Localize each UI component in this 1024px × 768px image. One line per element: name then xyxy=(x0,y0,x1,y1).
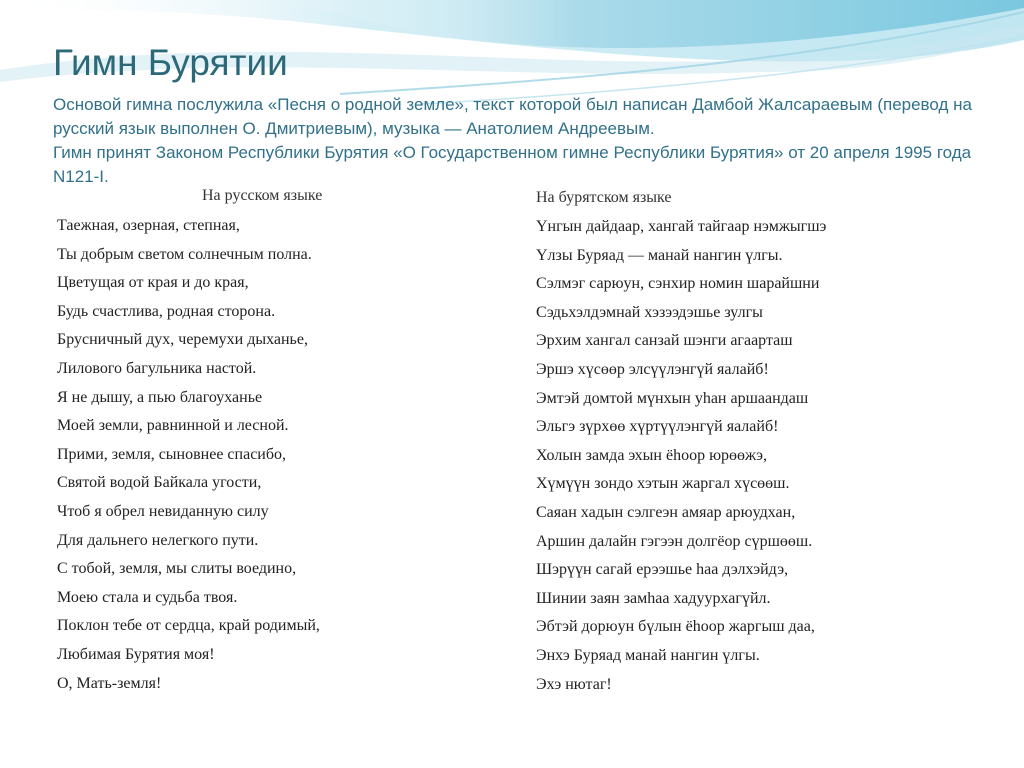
lyric-line: Поклон тебе от сердца, край родимый, xyxy=(57,617,320,635)
intro-paragraph-law: Гимн принят Законом Республики Бурятия «О Государственном гимне Республики Бурятия» от 20 апреля 1995 года N121-I. xyxy=(53,143,972,186)
lyric-line: Сэдьхэлдэмнай хэзээдэшье зулгы xyxy=(536,303,763,321)
russian-lyrics xyxy=(57,212,320,698)
buryat-lyrics xyxy=(536,213,826,699)
slide-title: Гимн Бурятии xyxy=(53,42,288,83)
lyric-line: Шэрүүн сагай ерээшье һаа дэлхэйдэ, xyxy=(536,561,789,579)
lyric-line: О, Мать-земля! xyxy=(57,674,162,692)
lyric-line: Эмтэй домтой мүнхын уһан аршаандаш xyxy=(536,389,809,407)
lyric-line: С тобой, земля, мы слиты воедино, xyxy=(57,560,297,578)
lyric-line: Таежная, озерная, степная, xyxy=(57,217,240,234)
lyric-line: Холын замда эхын ёһоор юрөөжэ, xyxy=(536,446,767,464)
lyric-line: Аршин далайн гэгээн долгёор сүршөөш. xyxy=(536,532,813,550)
intro-paragraph-origin: Основой гимна послужила «Песня о родной земле», текст которой был написан Дамбой Жалсараевым (перевод на русский язык выполнен О. Дмитриевым), музыка — Анатолием Андреевым. xyxy=(53,95,972,138)
lyric-line: Сэлмэг сарюун, сэнхир номин шарайшни xyxy=(536,275,820,293)
lyric-line: Эрхим хангал санзай шэнги агаарташ xyxy=(536,332,793,350)
lyric-line: Саяан хадын сэлгеэн амяар арюудхан, xyxy=(536,503,796,521)
lyric-line: Прими, земля, сыновнее спасибо, xyxy=(57,445,286,463)
lyric-line: Лилового багульника настой. xyxy=(57,359,257,377)
lyric-line: Эршэ хүсөөр элсүүлэнгүй яалайб! xyxy=(536,360,769,378)
lyric-line: Брусничный дух, черемухи дыханье, xyxy=(57,331,308,349)
lyric-line: Чтоб я обрел невиданную силу xyxy=(57,502,269,520)
lyric-line: Я не дышу, а пью благоуханье xyxy=(57,388,263,406)
lyric-line: Моею стала и судьба твоя. xyxy=(57,588,238,606)
lyric-line: Эльгэ зүрхөө хүртүүлэнгүй яалайб! xyxy=(536,418,779,436)
russian-column-heading: На русском языке xyxy=(202,187,323,204)
lyric-line: Шинии заян замһаа хадуурхагүйл. xyxy=(536,589,771,607)
lyric-line: Эбтэй дорюун бүлын ёһоор жаргыш даа, xyxy=(536,618,815,636)
intro-text xyxy=(53,93,993,189)
lyric-line: Будь счастлива, родная сторона. xyxy=(57,302,276,320)
lyric-line: Энхэ Буряад манай нангин үлгы. xyxy=(536,646,760,664)
lyric-line: Для дальнего нелегкого пути. xyxy=(57,531,259,549)
lyric-line: Эхэ нютаг! xyxy=(536,675,612,693)
lyric-line: Святой водой Байкала угости, xyxy=(57,474,262,492)
lyric-line: Үнгын дайдаар, хангай тайгаар нэмжыгшэ xyxy=(536,218,827,235)
lyric-line: Ты добрым светом солнечным полна. xyxy=(57,245,312,263)
lyric-line: Любимая Бурятия моя! xyxy=(57,645,215,663)
lyric-line: Хүмүүн зондо хэтын жаргал хүсөөш. xyxy=(536,475,790,493)
lyric-line: Үлзы Буряад — манай нангин үлгы. xyxy=(536,246,783,264)
lyric-line: Моей земли, равнинной и лесной. xyxy=(57,417,289,435)
lyric-line: Цветущая от края и до края, xyxy=(57,274,249,292)
buryat-column-heading: На бурятском языке xyxy=(536,189,672,206)
